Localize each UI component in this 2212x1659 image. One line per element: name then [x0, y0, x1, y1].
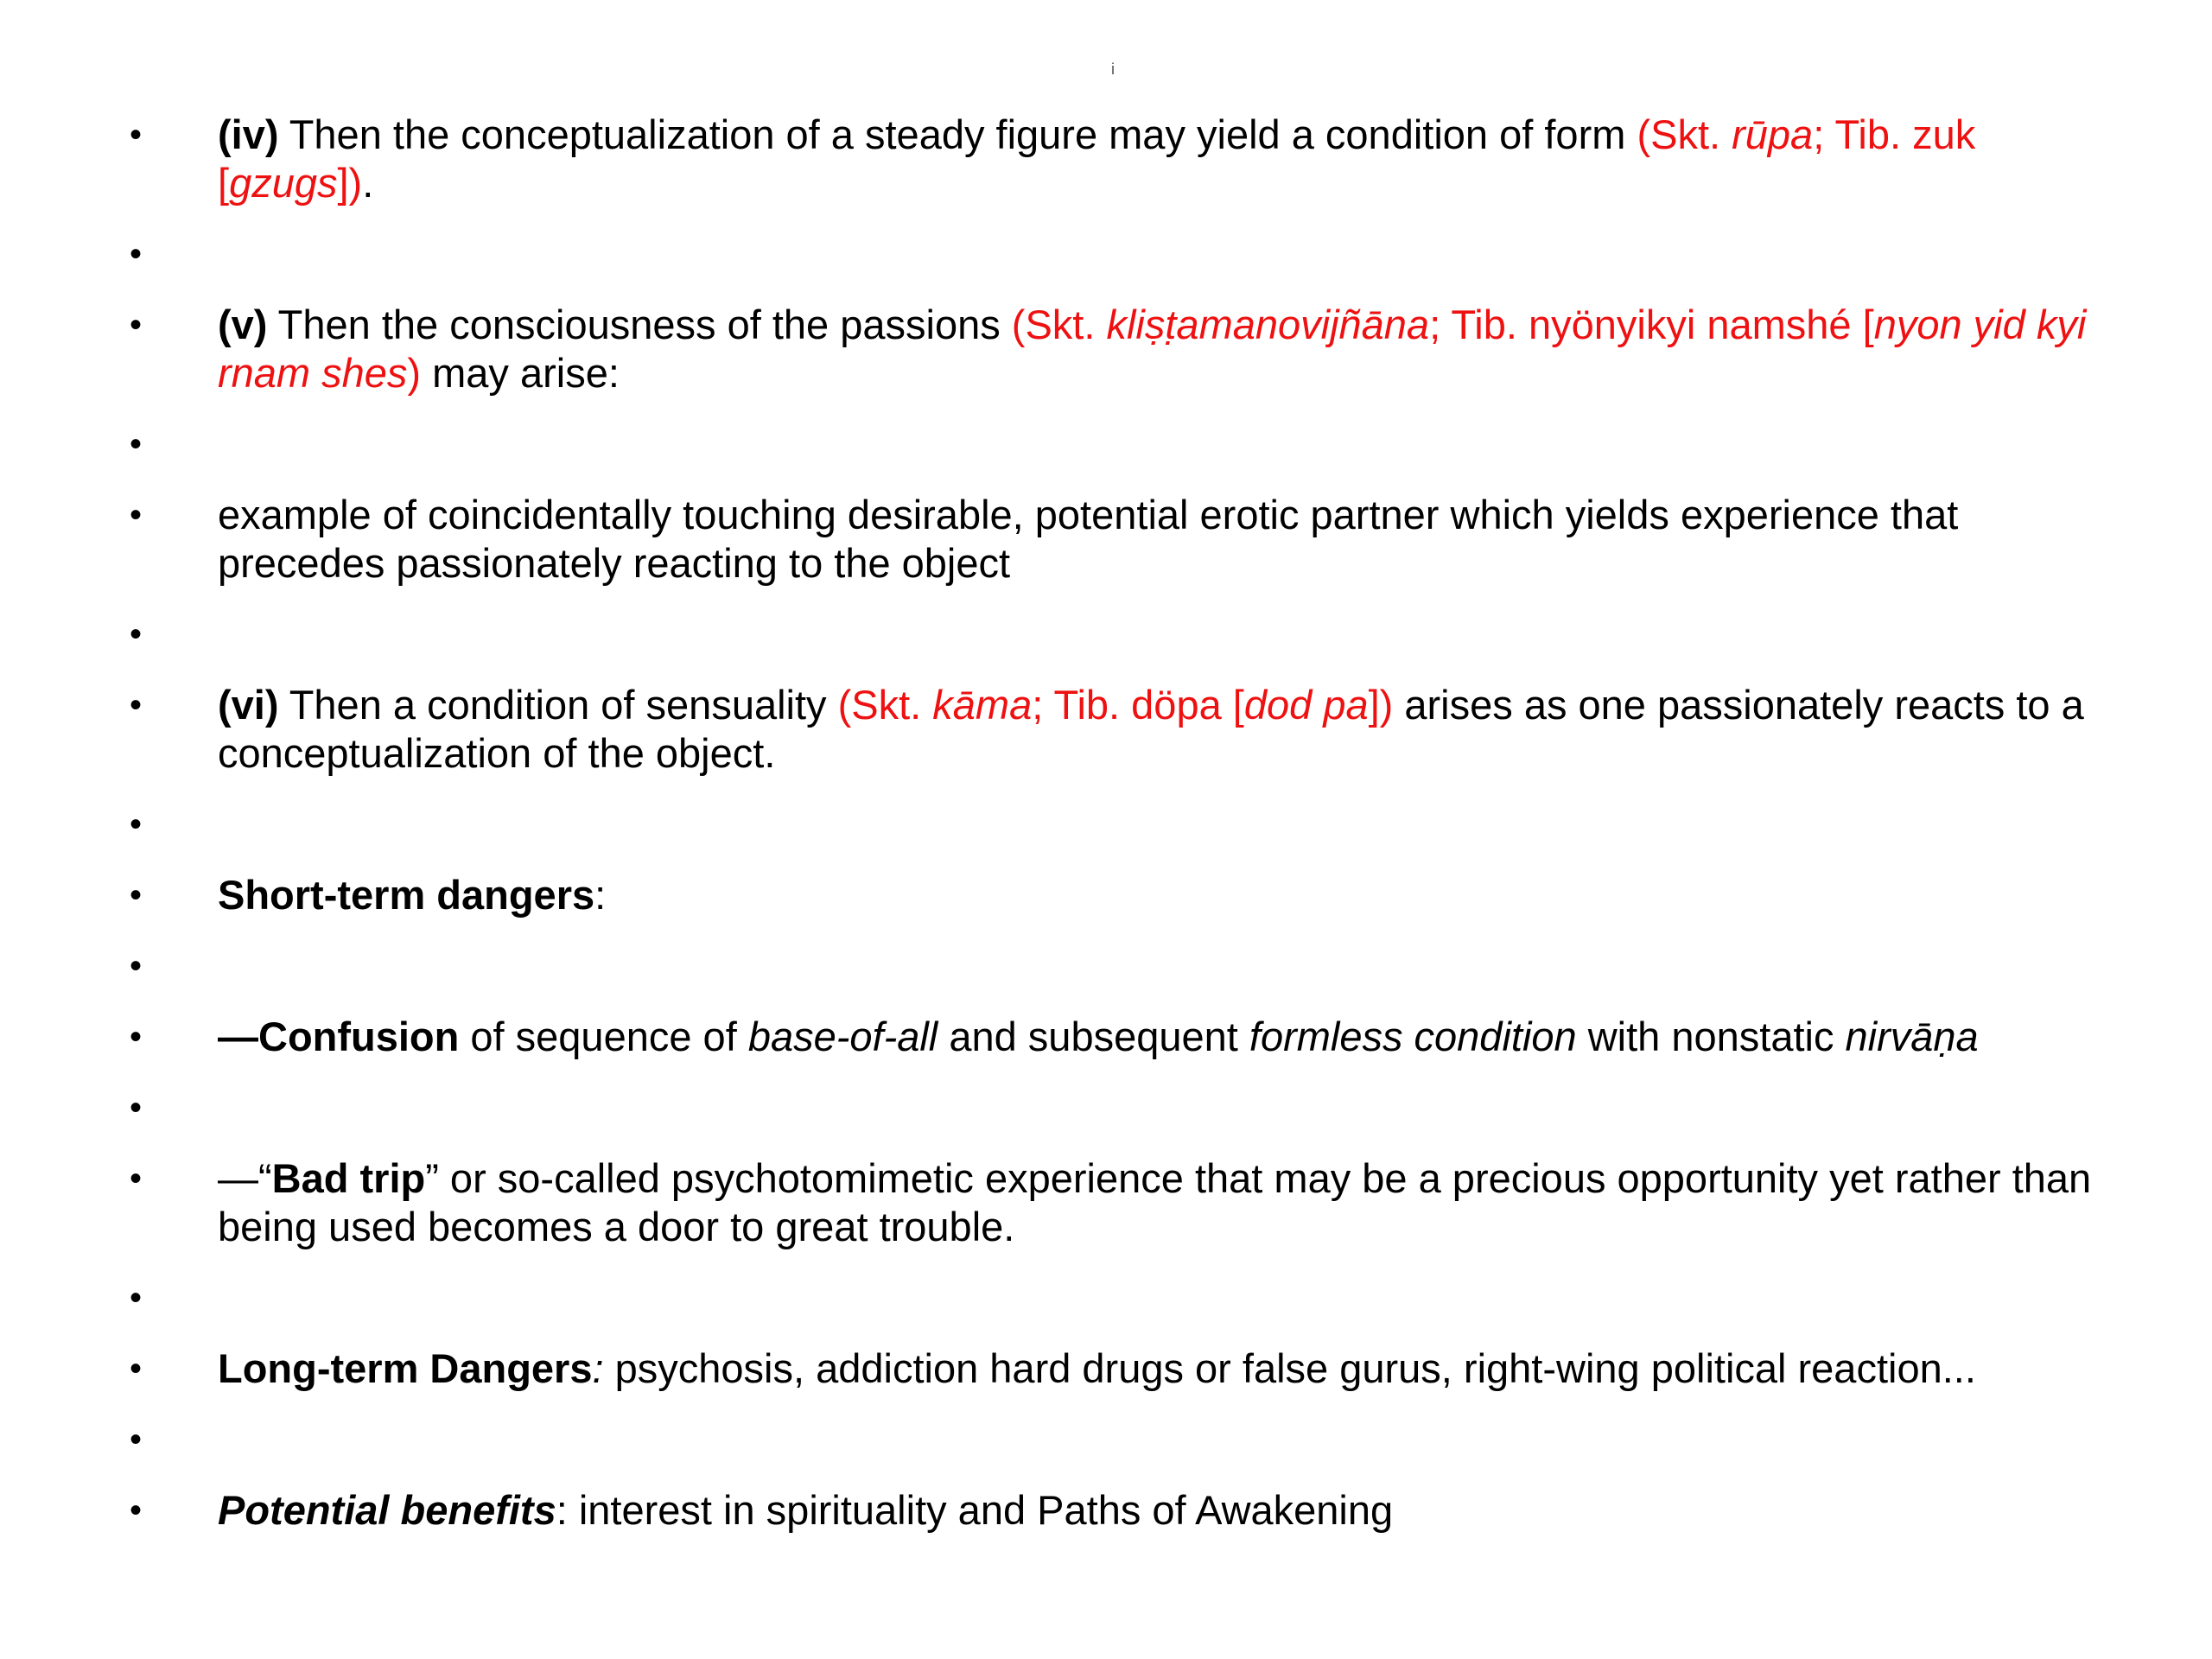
- bullet-item-form: [130, 111, 2117, 207]
- item-text: —“: [218, 1155, 272, 1201]
- item-end: .: [362, 160, 374, 206]
- item-text: of sequence of: [459, 1014, 748, 1059]
- bullet-item-empty: [130, 1084, 2117, 1132]
- item-term: nirvāṇa: [1845, 1014, 1979, 1059]
- term-note: [838, 682, 1394, 728]
- item-text: and subsequent: [938, 1014, 1249, 1059]
- item-text: with nonstatic: [1576, 1014, 1846, 1059]
- sanskrit-term: rūpa: [1732, 111, 1814, 157]
- note-suffix: ]): [1368, 682, 1394, 728]
- bullet-item-sensuality: [130, 681, 2117, 778]
- item-text: example of coincidentally touching desirable, potential erotic partner which yields experience that precedes passionately reacting to the object: [218, 492, 1959, 586]
- tibetan-term: ; Tib. zuk [: [218, 111, 1976, 206]
- tibetan-term: ; Tib. nyönyikyi namshé [: [1429, 302, 1874, 347]
- item-colon: :: [592, 1345, 604, 1391]
- tibetan-transliteration: gzugs: [229, 160, 338, 206]
- item-text: ” or so-called psychotomimetic experience that may be a precious opportunity yet rather than being used becomes a door to great trouble.: [218, 1155, 2092, 1249]
- item-term: base-of-all: [747, 1014, 938, 1059]
- bullet-item-confusion: [130, 1013, 2117, 1061]
- item-label: (vi): [218, 682, 279, 728]
- item-text: Then the conceptualization of a steady figure may yield a condition of form: [278, 111, 1637, 157]
- bullet-item-empty: [130, 1415, 2117, 1464]
- item-end: may arise:: [421, 350, 620, 396]
- note-suffix: ]): [337, 160, 363, 206]
- item-heading: Bad trip: [271, 1155, 426, 1201]
- bullet-item-passions: [130, 301, 2117, 397]
- bullet-item-bad-trip: [130, 1154, 2117, 1251]
- item-heading-text: Potential benefits: [218, 1487, 556, 1533]
- bullet-item-long-term-dangers: [130, 1344, 2117, 1393]
- item-term: formless condition: [1249, 1014, 1577, 1059]
- bullet-item-empty: [130, 942, 2117, 990]
- note-suffix: ): [407, 350, 422, 396]
- tibetan-transliteration: nyon yid kyi rnam shes: [218, 302, 2087, 396]
- item-label: (iv): [218, 111, 279, 157]
- note-prefix: (Skt.: [837, 682, 933, 728]
- item-text: psychosis, addiction hard drugs or false gurus, right-wing political reaction...: [603, 1345, 1976, 1391]
- note-prefix: (Skt.: [1011, 302, 1107, 347]
- bullet-item-empty: [130, 420, 2117, 468]
- page-marker: i: [1111, 60, 1115, 78]
- bullet-list: [130, 111, 2117, 1557]
- bullet-item-empty: [130, 800, 2117, 849]
- item-heading: —Confusion: [218, 1014, 460, 1059]
- item-heading: Long-term Dangers: [218, 1345, 593, 1391]
- item-text: Then the consciousness of the passions: [267, 302, 1012, 347]
- bullet-item-short-term-dangers: [130, 871, 2117, 919]
- item-text: Then a condition of sensuality: [278, 682, 838, 728]
- bullet-item-potential-benefits: [130, 1486, 2117, 1535]
- bullet-item-empty: [130, 1274, 2117, 1322]
- item-label: (v): [218, 302, 268, 347]
- item-heading: Short-term dangers: [218, 872, 595, 918]
- note-prefix: (Skt.: [1637, 111, 1732, 157]
- item-text: : interest in spirituality and Paths of Awakening: [556, 1487, 1394, 1533]
- bullet-item-example: [130, 491, 2117, 588]
- item-heading: [218, 1487, 556, 1533]
- bullet-item-empty: [130, 230, 2117, 278]
- sanskrit-term: kāma: [932, 682, 1033, 728]
- tibetan-transliteration: dod pa: [1243, 682, 1369, 728]
- sanskrit-term: kliṣṭamanovijñāna: [1106, 302, 1430, 347]
- item-text: :: [594, 872, 607, 918]
- bullet-item-empty: [130, 610, 2117, 658]
- item-end: arises as one passionately reacts to a conceptualization of the object.: [218, 682, 2084, 776]
- tibetan-term: ; Tib. döpa [: [1032, 682, 1244, 728]
